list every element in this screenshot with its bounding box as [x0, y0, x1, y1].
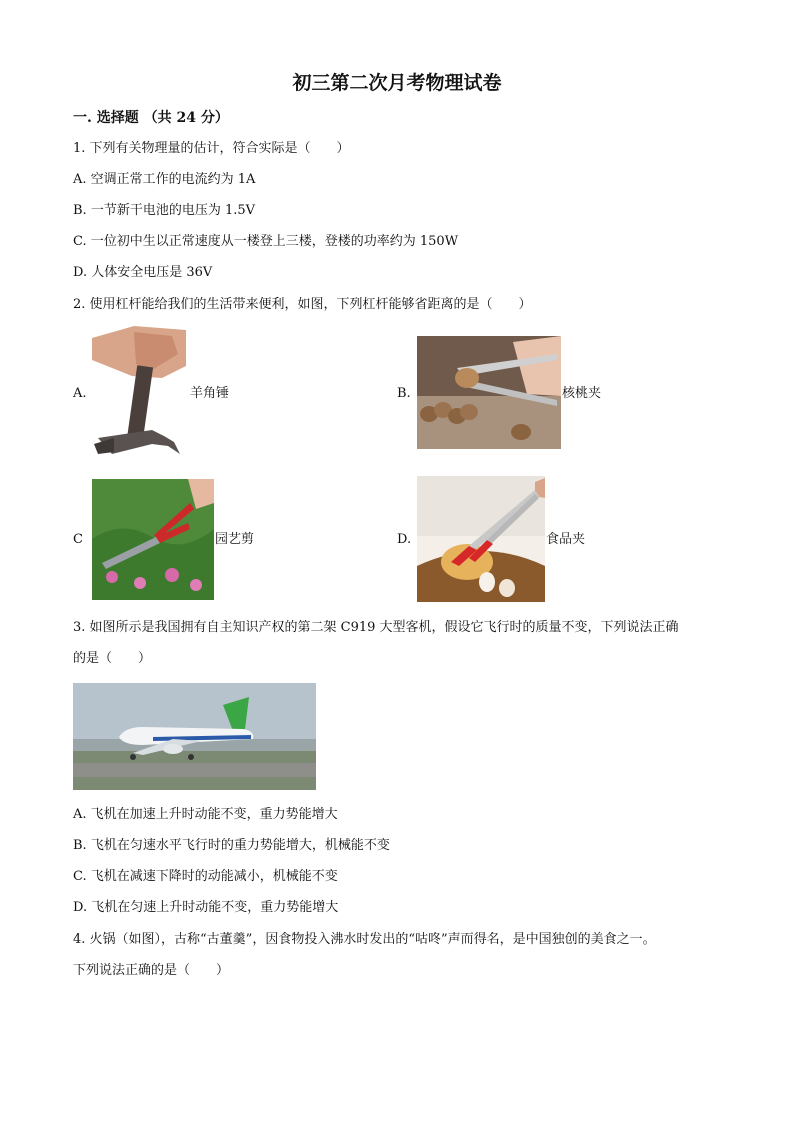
section-heading: 一. 选择题 （共 24 分）: [73, 110, 229, 126]
question-2-option-b-caption: 核桃夹: [562, 386, 602, 401]
question-3-option-a: A. 飞机在加速上升时动能不变，重力势能增大: [73, 807, 338, 822]
question-1-option-c: C. 一位初中生以正常速度从一楼登上三楼，登楼的功率约为 150W: [73, 234, 459, 249]
question-2-option-b-letter: B.: [397, 386, 411, 401]
question-2-option-a-letter: A.: [73, 386, 87, 401]
question-1-option-d: D. 人体安全电压是 36V: [73, 265, 213, 280]
question-3-option-b: B. 飞机在匀速水平飞行时的重力势能增大，机械能不变: [73, 838, 390, 853]
hammer-image: [92, 326, 186, 462]
question-3-option-d: D. 飞机在匀速上升时动能不变，重力势能增大: [73, 900, 339, 915]
question-3-option-c: C. 飞机在减速下降时的动能减小，机械能不变: [73, 869, 338, 884]
question-1-option-a: A. 空调正常工作的电流约为 1A: [73, 172, 256, 187]
question-4-stem-line-1: 4. 火锅（如图），古称“古董羹”，因食物投入沸水时发出的“咕咚”声而得名，是中国独创的美食之一。: [73, 932, 656, 947]
c919-airplane-image: [73, 683, 316, 790]
question-3-stem-line-1: 3. 如图所示是我国拥有自主知识产权的第二架 C919 大型客机，假设它飞行时的质量不变，下列说法正确: [73, 620, 679, 635]
question-3-stem-line-2: 的是（ ）: [73, 651, 152, 666]
food-tongs-image: [417, 476, 545, 602]
question-2-stem: 2. 使用杠杆能给我们的生活带来便利，如图，下列杠杆能够省距离的是（ ）: [73, 297, 532, 312]
garden-shears-image: [92, 479, 214, 600]
nutcracker-image: [417, 336, 561, 449]
page-title: 初三第二次月考物理试卷: [292, 72, 502, 94]
question-2-option-d-letter: D.: [397, 532, 412, 547]
question-2-option-c-caption: 园艺剪: [215, 532, 255, 547]
question-2-option-a-caption: 羊角锤: [190, 386, 230, 401]
question-4-stem-line-2: 下列说法正确的是（ ）: [73, 963, 230, 978]
question-2-option-d-caption: 食品夹: [546, 532, 586, 547]
question-2-option-c-letter: C: [73, 532, 83, 547]
question-1-option-b: B. 一节新干电池的电压为 1.5V: [73, 203, 256, 218]
question-1-stem: 1. 下列有关物理量的估计，符合实际是（ ）: [73, 141, 350, 156]
